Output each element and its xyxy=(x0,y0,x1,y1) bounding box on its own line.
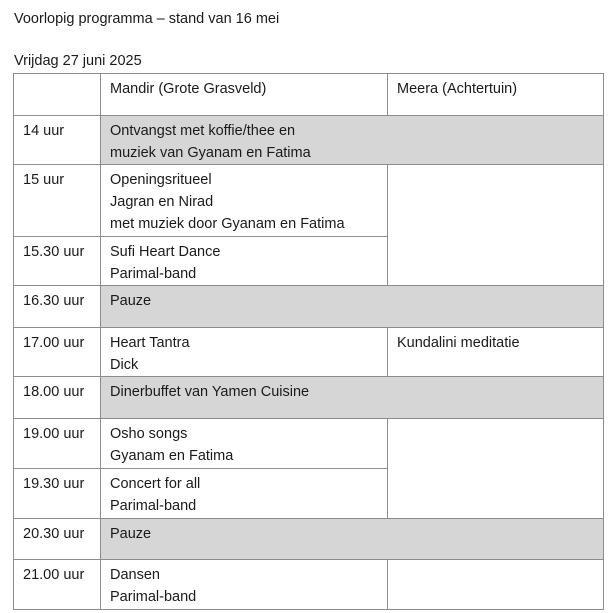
activity-line: Concert for all xyxy=(110,476,201,492)
table-row xyxy=(14,377,604,419)
table-row xyxy=(14,328,604,377)
time-cell: 15 uur xyxy=(14,165,101,237)
header-cell-time xyxy=(14,74,101,116)
activity-line: Dansen xyxy=(110,567,160,583)
table-row xyxy=(14,560,604,610)
activity-line: Osho songs xyxy=(110,426,188,442)
table-row xyxy=(14,419,604,469)
activity-line: Parimal-band xyxy=(110,498,197,514)
table-row xyxy=(14,165,604,237)
header-cell-mandir: Mandir (Grote Grasveld) xyxy=(101,74,388,116)
activity-cell xyxy=(101,377,604,419)
program-table xyxy=(13,73,604,610)
time-cell: 14 uur xyxy=(14,116,101,165)
table-row xyxy=(14,116,604,165)
activity-line: Openingsritueel xyxy=(110,172,212,188)
time-cell: 20.30 uur xyxy=(14,519,101,560)
table-row xyxy=(14,286,604,328)
activity-line: Parimal-band xyxy=(110,266,197,282)
activity-line: Pauze xyxy=(110,293,152,309)
table-header-row xyxy=(14,74,604,116)
mandir-cell xyxy=(101,419,388,469)
activity-line: muziek van Gyanam en Fatima xyxy=(110,145,311,161)
time-cell: 17.00 uur xyxy=(14,328,101,377)
mandir-cell xyxy=(101,165,388,237)
time-cell: 21.00 uur xyxy=(14,560,101,610)
time-cell: 15.30 uur xyxy=(14,237,101,286)
activity-line: Heart Tantra xyxy=(110,335,190,351)
mandir-cell xyxy=(101,237,388,286)
activity-line: Ontvangst met koffie/thee en xyxy=(110,123,296,139)
mandir-cell xyxy=(101,328,388,377)
time-cell: 19.00 uur xyxy=(14,419,101,469)
activity-line: met muziek door Gyanam en Fatima xyxy=(110,216,345,232)
table-row xyxy=(14,519,604,560)
mandir-cell xyxy=(101,560,388,610)
activity-line: Gyanam en Fatima xyxy=(110,448,234,464)
header-cell-meera: Meera (Achtertuin) xyxy=(388,74,604,116)
time-cell: 18.00 uur xyxy=(14,377,101,419)
meera-cell xyxy=(388,419,604,519)
meera-cell: Kundalini meditatie xyxy=(388,328,604,377)
time-cell: 19.30 uur xyxy=(14,469,101,519)
activity-line: Jagran en Nirad xyxy=(110,194,214,210)
meera-cell xyxy=(388,560,604,610)
activity-line: Dick xyxy=(110,357,139,373)
activity-cell xyxy=(101,286,604,328)
mandir-cell xyxy=(101,469,388,519)
activity-line: Parimal-band xyxy=(110,589,197,605)
activity-cell xyxy=(101,116,604,165)
meera-cell xyxy=(388,165,604,286)
activity-line: Dinerbuffet van Yamen Cuisine xyxy=(110,384,310,400)
activity-line: Sufi Heart Dance xyxy=(110,244,221,260)
page-title: Voorlopig programma – stand van 16 mei xyxy=(14,11,280,27)
activity-line: Pauze xyxy=(110,526,152,542)
time-cell: 16.30 uur xyxy=(14,286,101,328)
activity-cell xyxy=(101,519,604,560)
day-heading: Vrijdag 27 juni 2025 xyxy=(14,53,142,69)
